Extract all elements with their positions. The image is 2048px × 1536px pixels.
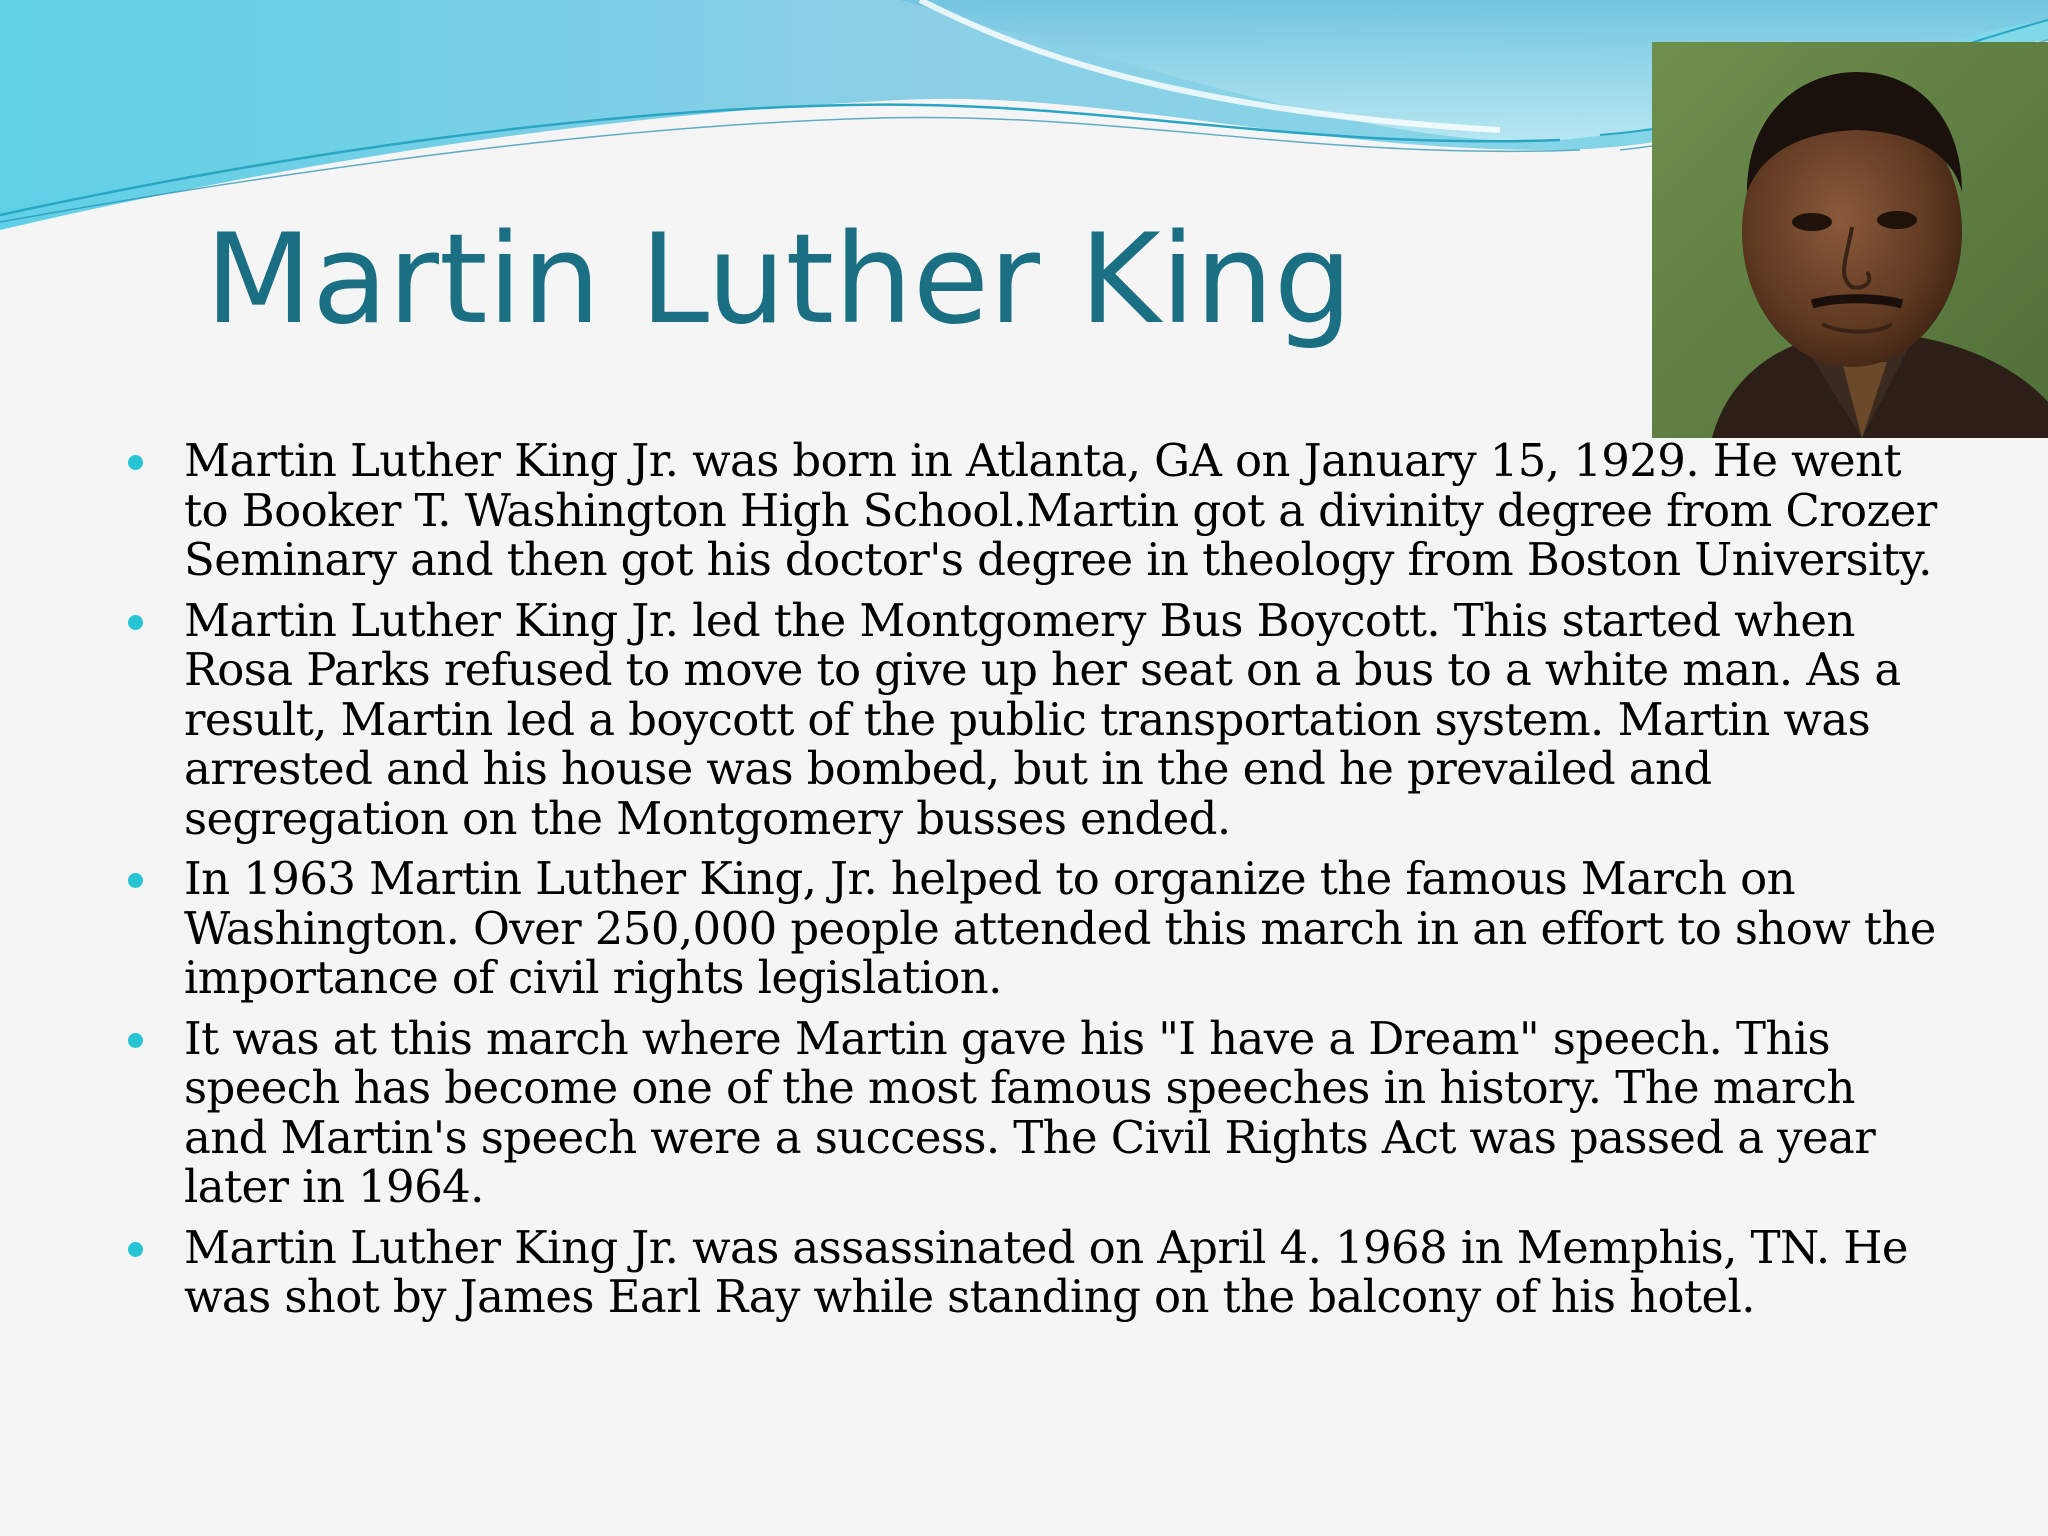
bullet-item [120, 854, 1950, 1003]
bullet-text: Martin Luther King Jr. was assassinated on April 4. 1968 in Memphis, TN. He was shot by James Earl Ray while standing on the balcony of his hotel. [184, 1220, 1908, 1323]
bullet-dot-icon [128, 873, 143, 888]
bullet-list [120, 436, 1950, 1333]
portrait-photo [1652, 42, 2048, 438]
bullet-text: Martin Luther King Jr. was born in Atlanta, GA on January 15, 1929. He went to Booker T. Washington High School.Martin got a divinity degree from Crozer Seminary and then got his doctor's degree in theology from Boston University. [184, 434, 1937, 586]
bullet-text: It was at this march where Martin gave his "I have a Dream" speech. This speech has become one of the most famous speeches in history. The march and Martin's speech were a success. The Civil Rights Act was passed a year later in 1964. [184, 1011, 1876, 1213]
bullet-item [120, 1011, 1950, 1213]
bullet-item [120, 1220, 1950, 1323]
bullet-item [120, 593, 1950, 845]
bullet-dot-icon [128, 615, 143, 630]
bullet-dot-icon [128, 1242, 143, 1257]
bullet-text: Martin Luther King Jr. led the Montgomery Bus Boycott. This started when Rosa Parks refused to move to give up her seat on a bus to a white man. As a result, Martin led a boycott of the public transportation system. Martin was arrested and his house was bombed, but in the end he prevailed and segregation on the Montgomery busses ended. [184, 593, 1901, 845]
slide-title: Martin Luther King [205, 208, 1353, 352]
bullet-dot-icon [128, 1033, 143, 1048]
bullet-dot-icon [128, 455, 143, 470]
bullet-text: In 1963 Martin Luther King, Jr. helped to organize the famous March on Washington. Over 250,000 people attended this march in an effort to show the importance of civil rights legislation. [184, 852, 1936, 1004]
bullet-item [120, 436, 1950, 585]
